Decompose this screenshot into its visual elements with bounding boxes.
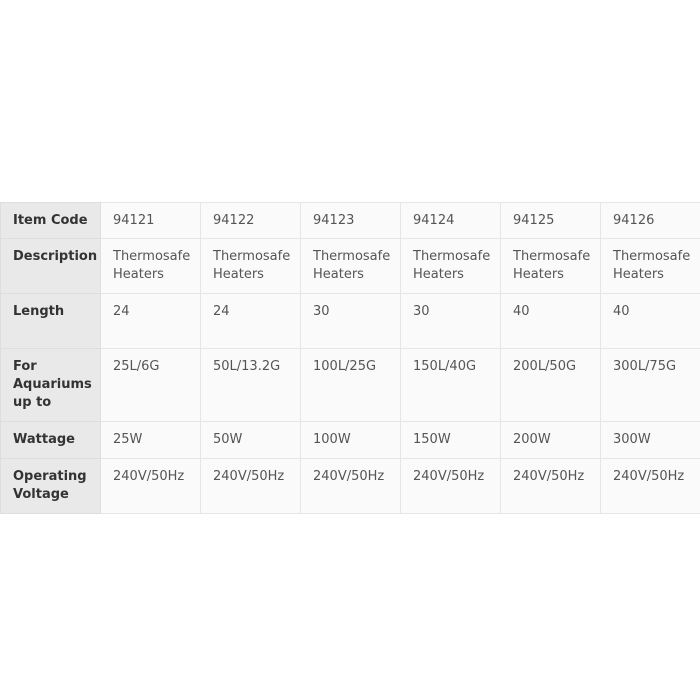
- table-cell: 150W: [401, 422, 501, 459]
- table-cell: 94123: [301, 203, 401, 239]
- table-row-voltage: [1, 459, 700, 514]
- table-cell: 200W: [501, 422, 601, 459]
- table-row-length: [1, 294, 700, 349]
- row-label-voltage: Operating Voltage: [1, 459, 101, 514]
- table-cell: 25L/6G: [101, 349, 201, 422]
- table-cell: 25W: [101, 422, 201, 459]
- table-cell: 200L/50G: [501, 349, 601, 422]
- table-row-item-code: [1, 203, 700, 239]
- table-cell: 50L/13.2G: [201, 349, 301, 422]
- spec-table-container: [0, 202, 700, 514]
- table-cell: 300L/75G: [601, 349, 700, 422]
- row-label-aquariums: For Aquariums up to: [1, 349, 101, 422]
- table-cell: Thermosafe Heaters: [201, 239, 301, 294]
- table-cell: 240V/50Hz: [101, 459, 201, 514]
- table-cell: 300W: [601, 422, 700, 459]
- table-cell: 240V/50Hz: [301, 459, 401, 514]
- table-cell: Thermosafe Heaters: [101, 239, 201, 294]
- table-cell: Thermosafe Heaters: [501, 239, 601, 294]
- table-cell: 94126: [601, 203, 700, 239]
- table-cell: 94122: [201, 203, 301, 239]
- row-label-length: Length: [1, 294, 101, 349]
- table-cell: 240V/50Hz: [601, 459, 700, 514]
- spec-table: [0, 202, 700, 514]
- table-cell: 150L/40G: [401, 349, 501, 422]
- table-cell: 30: [301, 294, 401, 349]
- table-row-description: [1, 239, 700, 294]
- table-cell: 240V/50Hz: [401, 459, 501, 514]
- table-cell: 30: [401, 294, 501, 349]
- table-cell: 240V/50Hz: [501, 459, 601, 514]
- row-label-description: Description: [1, 239, 101, 294]
- table-cell: 94125: [501, 203, 601, 239]
- row-label-item-code: Item Code: [1, 203, 101, 239]
- row-label-wattage: Wattage: [1, 422, 101, 459]
- table-cell: 100L/25G: [301, 349, 401, 422]
- table-row-wattage: [1, 422, 700, 459]
- table-cell: 240V/50Hz: [201, 459, 301, 514]
- table-cell: 40: [501, 294, 601, 349]
- table-cell: 24: [201, 294, 301, 349]
- table-cell: 50W: [201, 422, 301, 459]
- table-cell: Thermosafe Heaters: [601, 239, 700, 294]
- table-cell: 94121: [101, 203, 201, 239]
- table-cell: 100W: [301, 422, 401, 459]
- table-cell: 40: [601, 294, 700, 349]
- table-cell: Thermosafe Heaters: [301, 239, 401, 294]
- table-cell: 94124: [401, 203, 501, 239]
- table-cell: 24: [101, 294, 201, 349]
- table-row-aquariums: [1, 349, 700, 422]
- table-cell: Thermosafe Heaters: [401, 239, 501, 294]
